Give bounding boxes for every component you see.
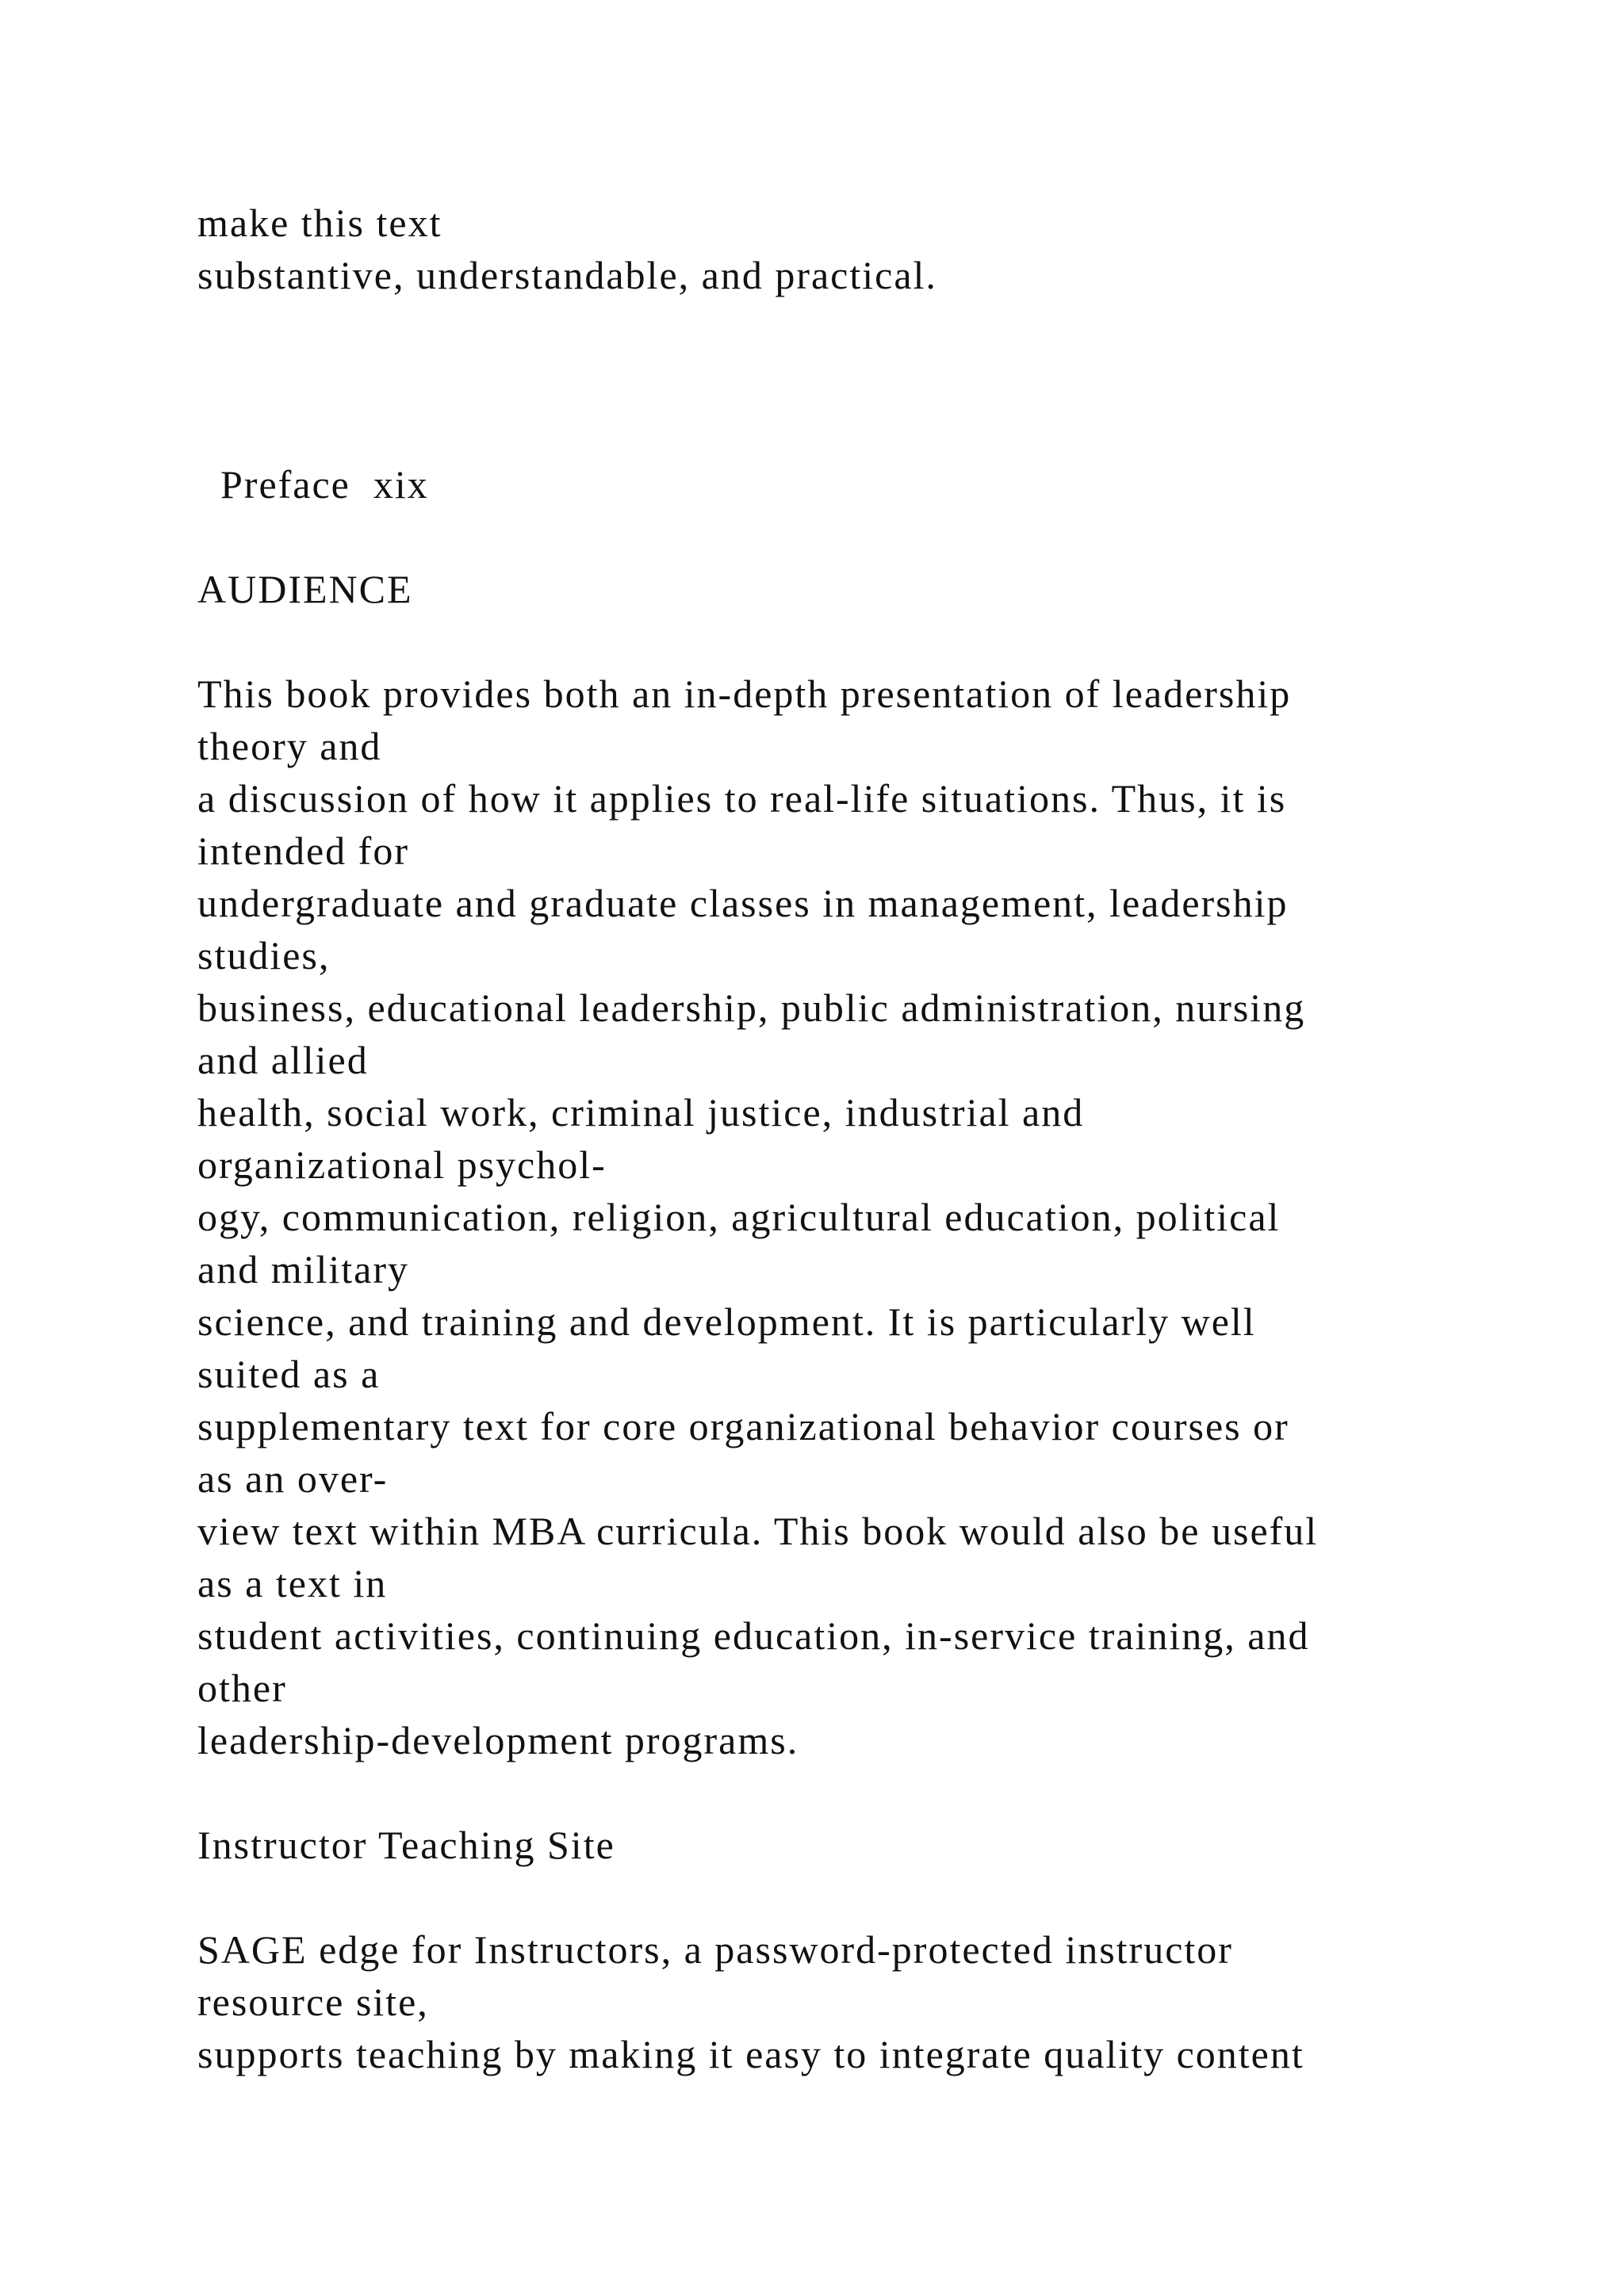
instructor-site-heading: Instructor Teaching Site	[197, 1823, 615, 1867]
paragraph-line: studies,	[197, 933, 331, 978]
paragraph-line: theory and	[197, 724, 382, 768]
paragraph-line: leadership-development programs.	[197, 1718, 799, 1762]
paragraph-line: and allied	[197, 1038, 369, 1082]
intro-line-1: make this text	[197, 201, 442, 245]
paragraph-line: as a text in	[197, 1561, 388, 1605]
paragraph-line: a discussion of how it applies to real-life situations. Thus, it is	[197, 776, 1287, 821]
paragraph-line: and military	[197, 1247, 409, 1292]
paragraph-line: ogy, communication, religion, agricultural education, political	[197, 1195, 1281, 1239]
intro-line-2: substantive, understandable, and practical.	[197, 253, 937, 297]
paragraph-line: resource site,	[197, 1980, 429, 2024]
paragraph-line: business, educational leadership, public administration, nursing	[197, 985, 1306, 1030]
paragraph-line: suited as a	[197, 1352, 381, 1396]
paragraph-line: organizational psychol-	[197, 1142, 607, 1187]
paragraph-line: SAGE edge for Instructors, a password-protected instructor	[197, 1927, 1233, 1972]
paragraph-line: science, and training and development. It is particularly well	[197, 1299, 1256, 1344]
paragraph-line: undergraduate and graduate classes in management, leadership	[197, 881, 1289, 925]
page-header: Preface xix	[197, 462, 429, 507]
paragraph-line: supplementary text for core organizational behavior courses or	[197, 1404, 1289, 1448]
paragraph-line: student activities, continuing education, in-service training, and	[197, 1613, 1310, 1658]
paragraph-line: supports teaching by making it easy to integrate quality content	[197, 2032, 1304, 2076]
paragraph-line: intended for	[197, 828, 409, 873]
paragraph-line: other	[197, 1666, 287, 1710]
paragraph-line: view text within MBA curricula. This book would also be useful	[197, 1509, 1319, 1553]
paragraph-line: as an over-	[197, 1456, 389, 1501]
audience-heading: AUDIENCE	[197, 567, 413, 611]
paragraph-line: This book provides both an in-depth presentation of leadership	[197, 672, 1292, 716]
paragraph-line: health, social work, criminal justice, industrial and	[197, 1090, 1085, 1135]
